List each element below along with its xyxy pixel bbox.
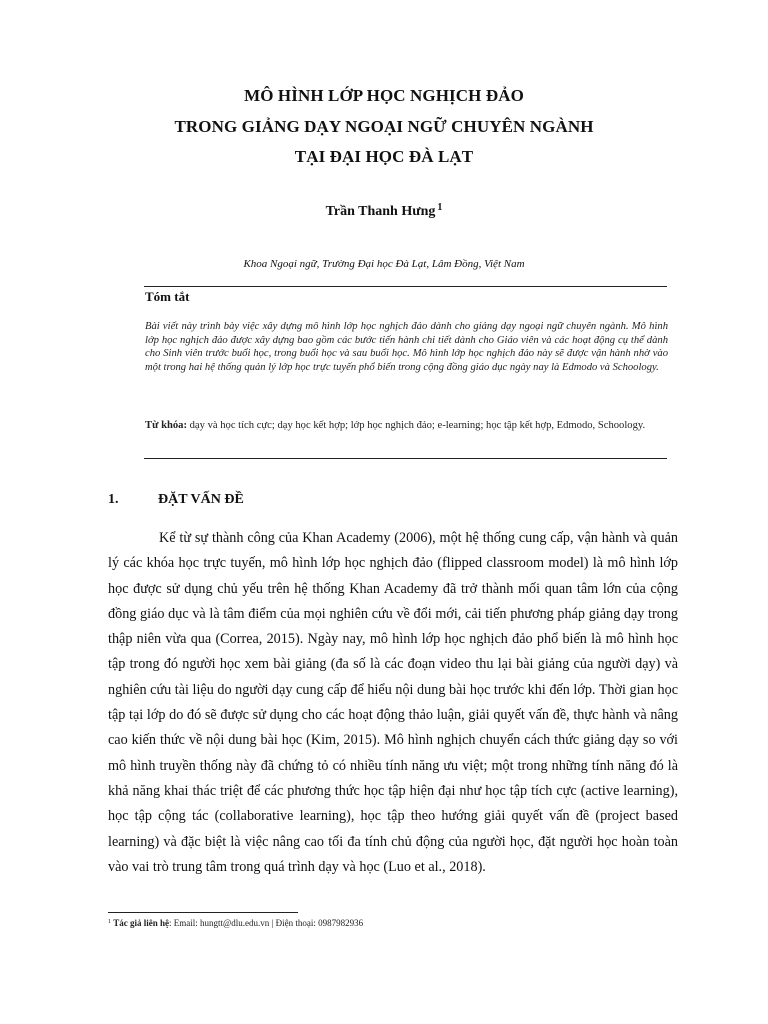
author-name: Trần Thanh Hưng — [325, 204, 436, 219]
author-footnote-marker: 1 — [437, 202, 443, 213]
keywords — [145, 419, 668, 433]
section-heading — [108, 492, 244, 508]
abstract-heading: Tóm tắt — [145, 289, 190, 304]
section-title: ĐẶT VẤN ĐỀ — [158, 492, 244, 507]
body-paragraph: Kể từ sự thành công của Khan Academy (2006), một hệ thống cung cấp, vận hành và quản lý các khóa học trực tuyến, mô hình lớp học nghịch đảo (flipped classroom model) là mô hình lớp học được sử dụng chủ yếu trên hệ thống Khan Academy đã trở thành mối quan tâm lớn của cộng đồng giáo dục và là tâm điểm của mọi nghiên cứu về đổi mới, cải tiến phương pháp giảng dạy trong thập niên vừa qua (Correa, 2015). Ngày nay, mô hình lớp học nghịch đảo phổ biến là mô hình học tập trong đó người học xem bài giảng (đa số là các đoạn video thu lại bài giảng của người dạy) và nghiên cứu tài liệu do người dạy cung cấp để hiểu nội dung bài học trước khi đến lớp. Thời gian học tập tại lớp do đó sẽ được sử dụng cho các hoạt động thảo luận, giải quyết vấn đề, thực hành và nâng cao kiến thức về nội dung bài học (Kim, 2015). Mô hình nghịch chuyển cách thức giảng dạy so với mô hình truyền thống này đã chứng tỏ có nhiều tính năng ưu việt; một trong những tính năng đó là khả năng khai thác triệt để các phương thức học tập hiện đại như học tập tích cực (active learning), học tập cộng tác (collaborative learning), học tập theo hướng giải quyết vấn đề (project based learning) và đặc biệt là việc nâng cao tối đa tính chủ động của người học, đặt người học hoàn toàn vào vai trò trung tâm trong quá trình dạy và học (Luo et al., 2018). — [108, 530, 678, 875]
author-line — [0, 202, 768, 220]
footnote-rule — [108, 912, 298, 913]
affiliation: Khoa Ngoại ngữ, Trường Đại học Đà Lạt, Lâm Đồng, Việt Nam — [243, 258, 525, 270]
abstract-text: Bài viết này trình bày việc xây dựng mô hình lớp học nghịch đảo dành cho giảng dạy ngoại ngữ chuyên ngành. Mô hình lớp học nghịch đảo được xây dựng bao gồm các bước tiến hành chi tiết dành cho Giáo viên và các hoạt động cụ thể dành cho Sinh viên trước buổi học, trong buổi học và sau buổi học. Mô hình lớp học nghịch đảo này sẽ được vận hành nhờ vào một trong hai hệ thống quản lý lớp học trực tuyến phổ biến trong cộng đồng giáo dục ngày nay là Edmodo và Schoology. — [145, 321, 668, 373]
footnote-marker: 1 — [108, 919, 111, 925]
abstract-bottom-rule — [144, 458, 667, 459]
section-number: 1. — [108, 492, 119, 507]
footnote-label: Tác giả liên hệ — [113, 918, 169, 928]
footnote — [108, 916, 678, 929]
keywords-text: dạy và học tích cực; dạy học kết hợp; lớp học nghịch đảo; e-learning; học tập kết hợp, Edmodo, Schoology. — [186, 420, 646, 431]
paper-title-line-3: TẠI ĐẠI HỌC ĐÀ LẠT — [294, 147, 474, 166]
keywords-label: Từ khóa: — [145, 420, 187, 431]
abstract-top-rule — [144, 286, 667, 287]
paper-title-line-1: MÔ HÌNH LỚP HỌC NGHỊCH ĐẢO — [244, 86, 524, 105]
paper-title-line-2: TRONG GIẢNG DẠY NGOẠI NGỮ CHUYÊN NGÀNH — [174, 117, 594, 136]
footnote-text: : Email: hungtt@dlu.edu.vn | Điện thoại: 0987982936 — [169, 918, 364, 928]
section-body — [108, 526, 678, 880]
